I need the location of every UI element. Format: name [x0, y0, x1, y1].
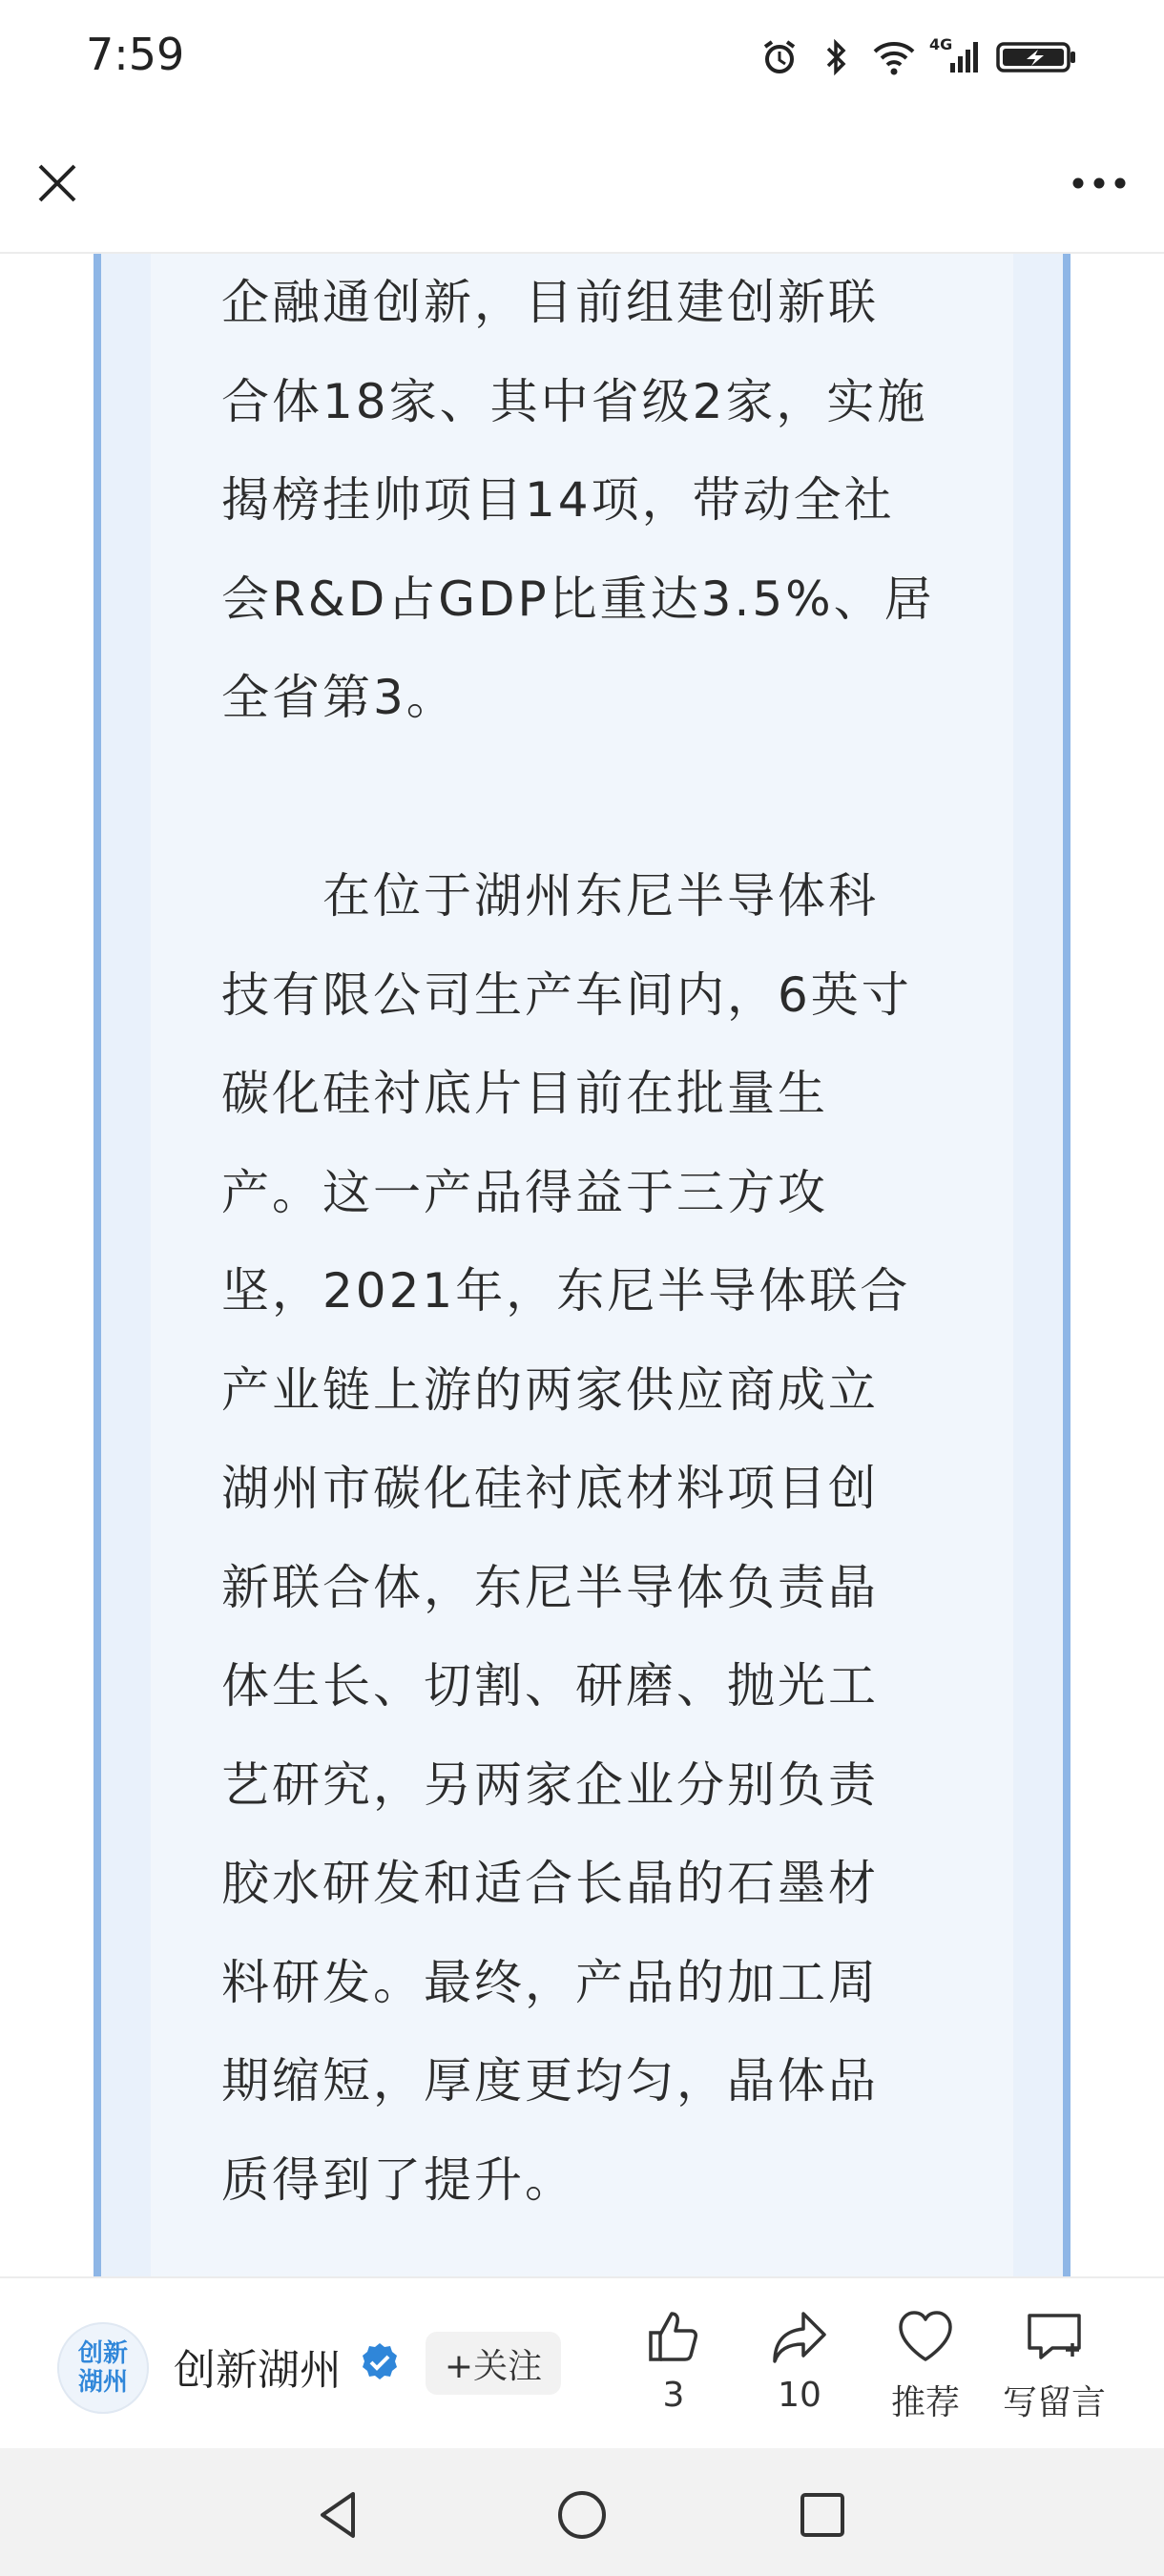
- heart-icon: [892, 2303, 959, 2370]
- avatar-text-line1: 创新: [77, 2339, 128, 2368]
- recents-square-icon: [794, 2486, 851, 2544]
- bottom-action-bar: [0, 2276, 1164, 2450]
- account-avatar[interactable]: [57, 2322, 149, 2414]
- signal-icon: [929, 35, 983, 79]
- status-icons: [758, 29, 1078, 86]
- article-content[interactable]: [0, 254, 1164, 2276]
- article-paragraph-2: [221, 847, 946, 2230]
- comment-button[interactable]: [992, 2303, 1116, 2437]
- thumbs-up-icon: [640, 2303, 707, 2370]
- close-icon: [34, 160, 80, 206]
- paragraph-line: 料研发。最终，产品的加工周: [221, 1954, 879, 2010]
- nav-back-button[interactable]: [301, 2477, 378, 2553]
- follow-button[interactable]: +关注: [426, 2332, 561, 2395]
- share-count: 10: [778, 2376, 821, 2415]
- comment-add-icon: [1021, 2303, 1088, 2370]
- paragraph-line: 艺研究，另两家企业分别负责: [221, 1756, 879, 1813]
- paragraph-line: 在位于湖州东尼半导体科: [221, 868, 879, 924]
- comment-label: 写留言: [1002, 2383, 1106, 2422]
- alarm-icon: [758, 35, 801, 79]
- paragraph-line: 湖州市碳化硅衬底材料项目创: [221, 1461, 879, 1516]
- paragraph-line: 质得到了提升。: [221, 2151, 575, 2208]
- paragraph-line: 会R&D占GDP比重达3.5%、居: [221, 571, 935, 627]
- more-button[interactable]: [1061, 153, 1137, 214]
- paragraph-line: 期缩短，厚度更均匀，晶体品: [221, 2053, 879, 2109]
- status-bar: [0, 0, 1164, 114]
- more-icon: [1070, 176, 1128, 191]
- paragraph-line: 技有限公司生产车间内，6英寸: [221, 966, 912, 1023]
- paragraph-line: 企融通创新，目前组建创新联: [221, 275, 879, 330]
- like-count: 3: [662, 2376, 685, 2415]
- back-triangle-icon: [311, 2486, 368, 2544]
- battery-charging-icon: [996, 35, 1078, 79]
- paragraph-line: 体生长、切割、研磨、抛光工: [221, 1658, 879, 1714]
- paragraph-line: 合体18家、其中省级2家，实施: [221, 373, 928, 429]
- paragraph-line: 胶水研发和适合长晶的石墨材: [221, 1856, 879, 1911]
- paragraph-line: 产业链上游的两家供应商成立: [221, 1361, 879, 1418]
- paragraph-line: 新联合体，东尼半导体负责晶: [221, 1559, 879, 1615]
- top-bar: [0, 114, 1164, 254]
- wifi-icon: [872, 35, 916, 79]
- recommend-label: 推荐: [890, 2383, 960, 2422]
- close-button[interactable]: [27, 153, 88, 214]
- verified-icon: [359, 2341, 401, 2383]
- status-time: 7:59: [86, 29, 185, 80]
- paragraph-line: 揭榜挂帅项目14项，带动全社: [221, 472, 895, 528]
- recommend-button[interactable]: [868, 2303, 983, 2437]
- paragraph-line: 碳化硅衬底片目前在批量生: [221, 1066, 828, 1121]
- share-icon: [766, 2303, 833, 2370]
- nav-home-button[interactable]: [544, 2477, 620, 2553]
- home-circle-icon: [553, 2486, 611, 2544]
- nav-recents-button[interactable]: [784, 2477, 861, 2553]
- paragraph-line: 产。这一产品得益于三方攻: [221, 1164, 828, 1220]
- bluetooth-icon: [815, 35, 859, 79]
- account-name[interactable]: 创新湖州: [174, 2346, 342, 2395]
- share-button[interactable]: [742, 2303, 857, 2437]
- paragraph-line: 坚，2021年，东尼半导体联合: [221, 1263, 911, 1319]
- article-paragraph-1: [221, 254, 946, 748]
- network-type: 4G: [929, 35, 953, 53]
- avatar-text-line2: 湖州: [77, 2368, 128, 2397]
- system-nav-bar: [0, 2448, 1164, 2576]
- like-button[interactable]: [616, 2303, 731, 2437]
- paragraph-line: 全省第3。: [221, 670, 457, 725]
